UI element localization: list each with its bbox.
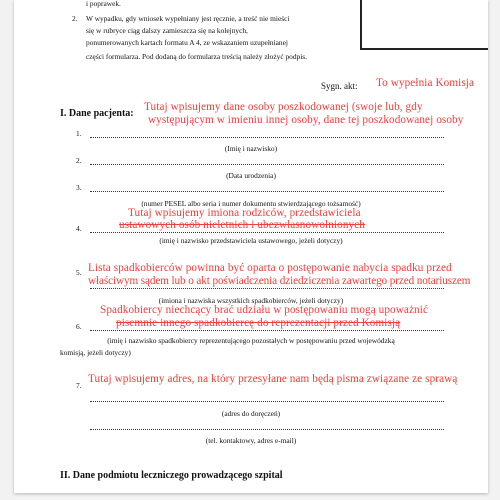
section-2-title: II. Dane podmiotu leczniczego prowadzącego szpital bbox=[60, 470, 283, 481]
instruction-item-2-line-2: się w rubryce ciąg dalszy zamieszcza się na kolejnych, bbox=[86, 26, 248, 35]
field-6-caption-line-1: (imię i nazwisko spadkobiercy reprezentującego pozostałych w postępowaniu przed wojewódzką bbox=[107, 336, 395, 345]
section-1-title: I. Dane pacjenta: bbox=[60, 108, 134, 119]
field-5-hint-line-1: Lista spadkobierców powinna być oparta o postępowanie nabycia spadku przed bbox=[88, 262, 452, 274]
sygn-hint: To wypełnia Komisja bbox=[376, 77, 475, 89]
field-5-hint-line-2: właściwym sądem lub o akt poświadczenia dziedziczenia zawartego przed notariuszem bbox=[88, 275, 471, 287]
sygn-box-bottom-border bbox=[360, 48, 488, 50]
instruction-item-2-line-1: W wypadku, gdy wniosek wypełniany jest ręcznie, a treść nie mieści bbox=[86, 14, 290, 23]
field-6-hint-line-1: Spadkobiercy niechcący brać udziału w postępowaniu mogą upoważnić bbox=[100, 304, 429, 316]
section-1-hint-line-2: występującym w imieniu innej osoby, dane tej poszkodowanej osoby bbox=[148, 114, 464, 126]
field-3-caption: (numer PESEL albo seria i numer dokumentu stwierdzającego tożsamość) bbox=[141, 199, 361, 208]
field-7-hint: Tutaj wpisujemy adres, na który przesyłane nam będą pisma związane ze sprawą bbox=[88, 373, 458, 385]
field-1-caption: (Imię i nazwisko) bbox=[224, 144, 278, 153]
field-1-name-line[interactable] bbox=[90, 136, 444, 138]
field-3-pesel-line[interactable] bbox=[90, 190, 444, 192]
field-6-number: 6. bbox=[76, 322, 82, 331]
field-5-caption: (imiona i nazwiska wszystkich spadkobierców, jeżeli dotyczy) bbox=[158, 296, 344, 305]
field-2-caption: (Data urodzenia) bbox=[226, 171, 276, 180]
field-2-birthdate-line[interactable] bbox=[90, 163, 444, 165]
instruction-line-0: i poprawek. bbox=[86, 0, 121, 8]
sygn-box-border bbox=[360, 0, 362, 50]
field-6-heir-representative-line[interactable] bbox=[90, 329, 444, 331]
field-1-number: 1. bbox=[76, 129, 82, 138]
field-4-number: 4. bbox=[76, 224, 82, 233]
field-6-hint-line-2: pisemnie innego spadkobiercę do reprezentacji przed Komisją bbox=[116, 317, 401, 329]
field-5-number: 5. bbox=[76, 268, 82, 277]
instruction-item-2-number: 2. bbox=[72, 14, 78, 23]
field-3-number: 3. bbox=[76, 183, 82, 192]
field-7-caption-address: (adres do doręczeń) bbox=[221, 409, 281, 418]
field-7-contact-line[interactable] bbox=[90, 428, 444, 430]
section-1-hint-line-1: Tutaj wpisujemy dane osoby poszkodowanej (swoje lub, gdy bbox=[144, 101, 423, 113]
instruction-item-2-line-4: części formularza. Pod dodaną do formularza treścią należy złożyć podpis. bbox=[86, 52, 308, 61]
field-5-heirs-line[interactable] bbox=[90, 287, 444, 289]
field-7-caption-contact: (tel. kontaktowy, adres e-mail) bbox=[205, 436, 297, 445]
document-page bbox=[14, 0, 488, 493]
field-4-hint-line-1: Tutaj wpisujemy imiona rodziców, przedstawiciela bbox=[128, 207, 361, 219]
field-4-hint-line-2: ustawowych osób nieletnich i ubezwłasnowolnionych bbox=[119, 219, 366, 231]
field-4-caption: (imię i nazwisko przedstawiciela ustawowego, jeżeli dotyczy) bbox=[159, 236, 343, 245]
field-6-caption-line-2: komisją, jeżeli dotyczy) bbox=[60, 348, 131, 357]
sygn-label: Sygn. akt: bbox=[321, 81, 358, 91]
instruction-item-2-line-3: ponumerowanych kartach formatu A 4, ze wskazaniem uzupełnianej bbox=[86, 38, 288, 47]
field-7-number: 7. bbox=[76, 381, 82, 390]
field-7-address-line[interactable] bbox=[90, 400, 444, 402]
field-4-representative-line[interactable] bbox=[90, 231, 444, 233]
field-2-number: 2. bbox=[76, 156, 82, 165]
